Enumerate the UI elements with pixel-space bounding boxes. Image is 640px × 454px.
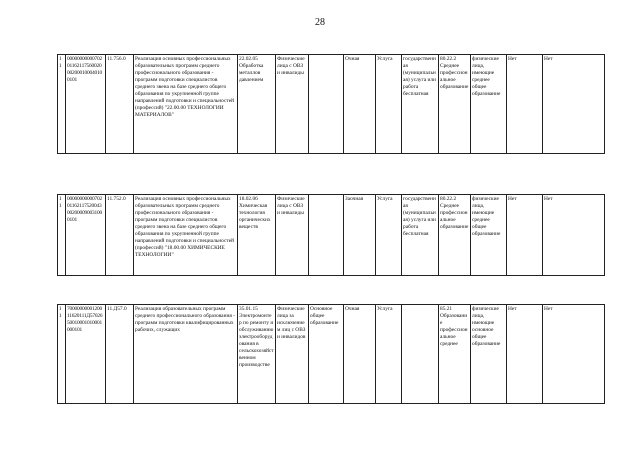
standard-code: 80.22.2 Среднее профессиональное образование [439,195,471,276]
row-spacer [58,154,605,195]
service-name: Реализация образовательных программ среднего профессионального образования - программ подготовки квалифицированных рабочих, служащих [134,305,238,404]
program-level [309,55,344,154]
service-type: Услуга [376,55,402,154]
registry-code: 7000000000120011620111Д5702650010001010001000101 [66,305,106,404]
payment-basis [402,305,439,404]
service-name: Реализация основных профессиональных образовательных программ среднего профессионального образования - программ подготовки специалистов среднего звена на базе среднего общего образования по укрупненной группе направлений подготовки и специальностей (профессий) "18.00.00 ХИМИЧЕСКИЕ ТЕХНОЛОГИИ" [134,195,238,276]
flag-1: Нет [507,55,543,154]
study-form: Заочная [344,195,376,276]
consumer-category: Физические лица с ОВЗ и инвалиды [276,55,309,154]
consumers: физические лица, имеющие среднее общее образование [471,55,507,154]
registry-table [57,54,605,404]
consumers: физические лица, имеющие основное общее образование [471,305,507,404]
flag-1: Нет [507,195,543,276]
page-number: 28 [315,17,325,28]
consumer-category: Физические лица с ОВЗ и инвалиды [276,195,309,276]
table-row [58,55,605,154]
program-level: Основное общее образование [309,305,344,404]
registry-code: 0000000000070201162117560020002000100040100101 [66,55,106,154]
service-type: Услуга [376,195,402,276]
service-type: Услуга [376,305,402,404]
flag-2: Нет [543,195,605,276]
profession: 35.01.15 Электромонтер по ремонту и обслуживанию электрооборудования в сельскохозяйственном производстве [238,305,276,404]
row-number: 11 [58,55,66,154]
study-form: Очная [344,55,376,154]
consumers: физические лица, имеющие среднее общее образование [471,195,507,276]
profession: 22.02.05 Обработка металлов давлением [238,55,276,154]
okved-code: 11.752.0 [106,195,134,276]
row-number: 11 [58,195,66,276]
table-row [58,305,605,404]
table-row [58,195,605,276]
flag-1: Нет [507,305,543,404]
okved-code: 11.756.0 [106,55,134,154]
profession: 18.02.06 Химическая технология органических веществ [238,195,276,276]
standard-code: 85.21 Образование профессиональное среднее [439,305,471,404]
standard-code: 80.22.2 Среднее профессиональное образование [439,55,471,154]
consumer-category: Физические лица за исключением лиц с ОВЗ и инвалидов [276,305,309,404]
program-level [309,195,344,276]
study-form: Очная [344,305,376,404]
row-spacer [58,276,605,305]
registry-code: 0000000000070201162117520043002000090031000101 [66,195,106,276]
flag-2: Нет [543,55,605,154]
okved-code: 11.Д57.0 [106,305,134,404]
row-number: 11 [58,305,66,404]
service-name: Реализация основных профессиональных образовательных программ среднего профессионального образования - программ подготовки специалистов среднего звена на базе среднего общего образования по укрупненной группе направлений подготовки и специальностей (профессий) "22.00.00 ТЕХНОЛОГИИ МАТЕРИАЛОВ" [134,55,238,154]
payment-basis: государственная (муниципальная) услуга или работа бесплатная [402,55,439,154]
payment-basis: государственная (муниципальная) услуга или работа бесплатная [402,195,439,276]
flag-2: Нет [543,305,605,404]
